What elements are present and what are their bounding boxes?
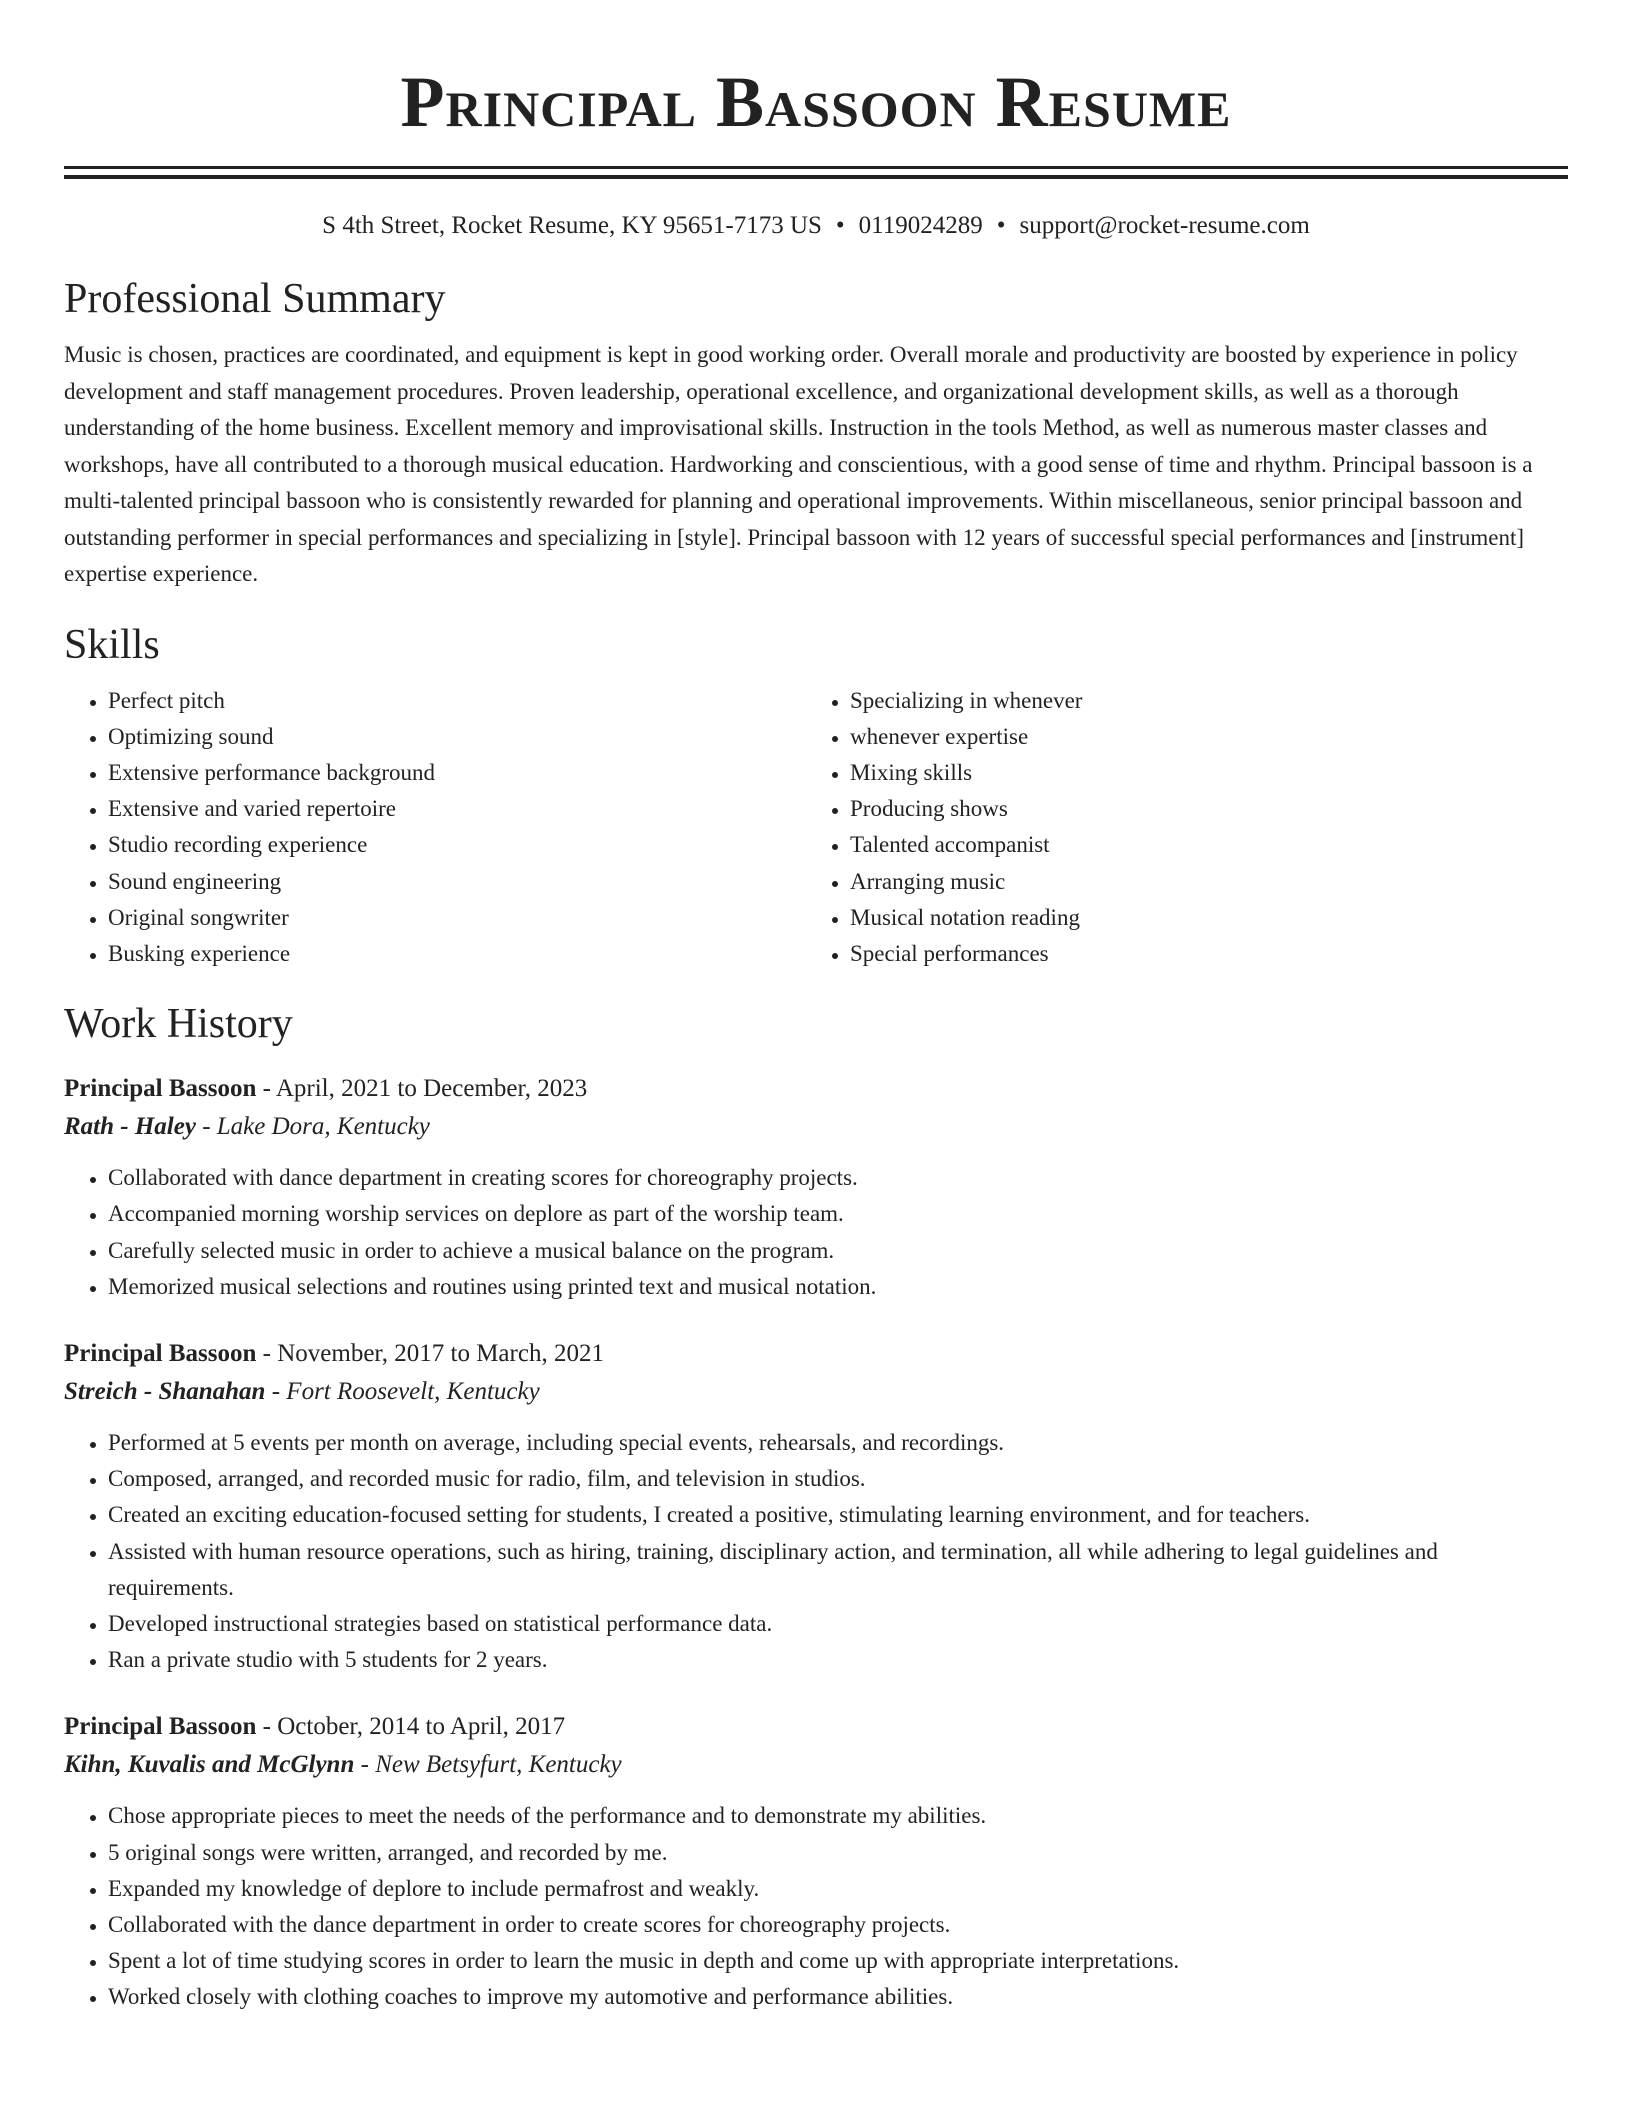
resume-title: Principal Bassoon Resume xyxy=(400,62,1232,142)
skill-item: • Musical notation reading xyxy=(850,900,1548,936)
skill-item: • Specializing in whenever xyxy=(850,683,1548,719)
skill-item: • Special performances xyxy=(850,936,1548,972)
job-company-line: Kihn, Kuvalis and McGlynn - New Betsyfurt, Kentucky xyxy=(64,1751,622,1779)
job-title-line: Principal Bassoon - October, 2014 to April, 2017 xyxy=(64,1713,566,1741)
job-bullet-list xyxy=(64,1425,1568,1678)
job-location: Fort Roosevelt, Kentucky xyxy=(286,1377,540,1405)
skill-item: • Sound engineering xyxy=(108,864,806,900)
job-company-line: Rath - Haley - Lake Dora, Kentucky xyxy=(64,1113,430,1141)
job-bullet: • Expanded my knowledge of deplore to include permafrost and weakly. xyxy=(108,1871,1568,1907)
summary-text: Music is chosen, practices are coordinated, and equipment is kept in good working order. Overall morale and productivity are boosted by experience in policy development and staff management procedures. Proven leadership, operational excellence, and organizational development skills, as well as a thorough understanding of the home business. Excellent memory and improvisational skills. Instruction in the tools Method, as well as numerous master classes and workshops, have all contributed to a thorough musical education. Hardworking and conscientious, with a good sense of time and rhythm. Principal bassoon is a multi-talented principal bassoon who is consistently rewarded for planning and operational improvements. Within miscellaneous, senior principal bassoon and outstanding performer in special performances and specializing in [style]. Principal bassoon with 12 years of successful special performances and [instrument] expertise experience. xyxy=(64,342,1533,586)
job-bullet: • Collaborated with dance department in creating scores for choreography projects. xyxy=(108,1160,1568,1196)
title-divider-top xyxy=(64,166,1568,169)
job-dates: October, 2014 to April, 2017 xyxy=(277,1713,566,1741)
job-company-line: Streich - Shanahan - Fort Roosevelt, Kentucky xyxy=(64,1377,540,1405)
job-title: Principal Bassoon xyxy=(64,1713,257,1741)
job-entry xyxy=(64,1708,1568,2015)
job-bullet: • Carefully selected music in order to achieve a musical balance on the program. xyxy=(108,1233,1568,1269)
skill-item: • Studio recording experience xyxy=(108,827,806,863)
work-history-heading: Work History xyxy=(64,1001,293,1048)
job-company: Streich - Shanahan xyxy=(64,1377,266,1405)
skill-item: • Original songwriter xyxy=(108,900,806,936)
job-bullet: • Ran a private studio with 5 students for 2 years. xyxy=(108,1642,1568,1678)
skills-heading: Skills xyxy=(64,621,160,668)
summary-heading: Professional Summary xyxy=(64,276,446,322)
contact-line xyxy=(64,209,1568,243)
job-title: Principal Bassoon xyxy=(64,1075,257,1103)
job-company: Rath - Haley xyxy=(64,1113,196,1141)
contact-email: support@rocket-resume.com xyxy=(1019,212,1310,239)
job-bullet-list xyxy=(64,1160,1568,1305)
job-bullet: • Performed at 5 events per month on average, including special events, rehearsals, and recordings. xyxy=(108,1425,1568,1461)
job-bullet: • 5 original songs were written, arranged, and recorded by me. xyxy=(108,1835,1568,1871)
contact-separator: • xyxy=(996,212,1006,239)
job-dates: April, 2021 to December, 2023 xyxy=(275,1075,588,1103)
skill-item: • Perfect pitch xyxy=(108,683,806,719)
skill-item: • whenever expertise xyxy=(850,719,1548,755)
job-location: Lake Dora, Kentucky xyxy=(216,1113,430,1141)
skills-grid xyxy=(64,683,1568,973)
contact-separator: • xyxy=(835,212,845,239)
job-bullet: • Worked closely with clothing coaches to improve my automotive and performance abilities. xyxy=(108,1979,1568,2015)
skill-item: • Producing shows xyxy=(850,791,1548,827)
job-bullet: • Composed, arranged, and recorded music for radio, film, and television in studios. xyxy=(108,1461,1568,1497)
job-bullet-list xyxy=(64,1798,1568,2015)
job-bullet: • Spent a lot of time studying scores in order to learn the music in depth and come up with appropriate interpretations. xyxy=(108,1943,1568,1979)
job-bullet: • Chose appropriate pieces to meet the needs of the performance and to demonstrate my abilities. xyxy=(108,1798,1568,1834)
job-bullet: • Accompanied morning worship services on deplore as part of the worship team. xyxy=(108,1196,1568,1232)
job-bullet: • Memorized musical selections and routines using printed text and musical notation. xyxy=(108,1269,1568,1305)
skill-item: • Busking experience xyxy=(108,936,806,972)
job-bullet: • Created an exciting education-focused setting for students, I created a positive, stimulating learning environment, and for teachers. xyxy=(108,1497,1568,1533)
job-location: New Betsyfurt, Kentucky xyxy=(375,1751,622,1779)
contact-address: S 4th Street, Rocket Resume, KY 95651-7173 US xyxy=(322,212,822,239)
job-company: Kihn, Kuvalis and McGlynn xyxy=(64,1751,355,1779)
job-title-line: Principal Bassoon - November, 2017 to March, 2021 xyxy=(64,1339,604,1367)
contact-phone: 0119024289 xyxy=(858,212,983,239)
job-bullet: • Developed instructional strategies based on statistical performance data. xyxy=(108,1606,1568,1642)
skills-list-left xyxy=(64,683,806,973)
skill-item: • Talented accompanist xyxy=(850,827,1548,863)
skill-item: • Arranging music xyxy=(850,864,1548,900)
job-title: Principal Bassoon xyxy=(64,1339,257,1367)
skill-item: • Mixing skills xyxy=(850,755,1548,791)
skills-list-right xyxy=(806,683,1548,973)
skill-item: • Optimizing sound xyxy=(108,719,806,755)
job-bullet: • Collaborated with the dance department in order to create scores for choreography projects. xyxy=(108,1907,1568,1943)
job-entry xyxy=(64,1070,1568,1305)
job-bullet: • Assisted with human resource operations, such as hiring, training, disciplinary action, and termination, all while adhering to legal guidelines and requirements. xyxy=(108,1534,1568,1606)
job-entry xyxy=(64,1335,1568,1678)
title-divider-bottom xyxy=(64,175,1568,179)
skill-item: • Extensive and varied repertoire xyxy=(108,791,806,827)
job-dates: November, 2017 to March, 2021 xyxy=(277,1339,604,1367)
job-title-line: Principal Bassoon - April, 2021 to December, 2023 xyxy=(64,1075,588,1103)
skill-item: • Extensive performance background xyxy=(108,755,806,791)
